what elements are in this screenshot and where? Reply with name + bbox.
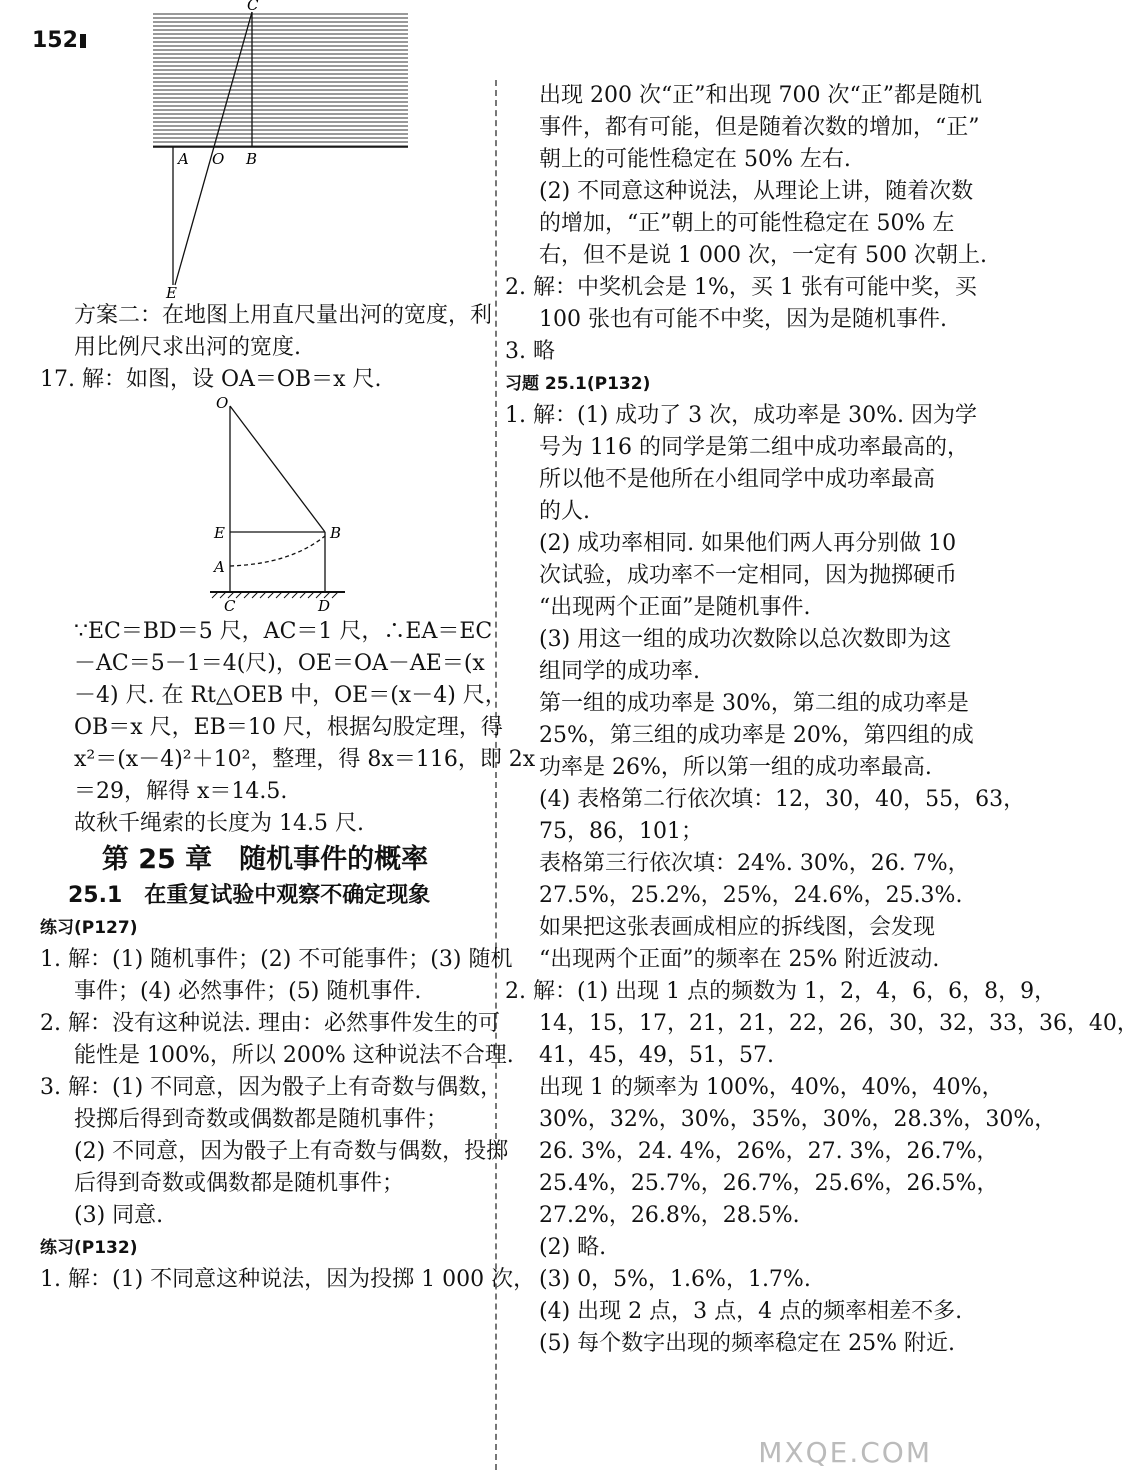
text-line: 故秋千绳索的长度为 14.5 尺. <box>74 811 364 836</box>
text-line: (2) 不同意这种说法，从理论上讲，随着次数 <box>539 179 974 204</box>
text-line: 75，86，101； <box>539 819 703 844</box>
text-line: 14，15，17，21，21，22，26，30，32，33，36，40， <box>539 1011 1139 1036</box>
text-line: (5) 每个数字出现的频率稳定在 25% 附近. <box>539 1331 956 1356</box>
text-line: (4) 出现 2 点，3 点，4 点的频率相差不多. <box>539 1299 963 1324</box>
label-b: B <box>246 150 258 168</box>
text-line: 2. 解：(1) 出现 1 点的频数为 1，2，4，6，6，8，9， <box>505 979 1057 1004</box>
text-line: 事件，都有可能，但是随着次数的增加，“正” <box>539 115 980 140</box>
text-line: 27.2%，26.8%，28.5%. <box>539 1203 800 1228</box>
text-line: 如果把这张表画成相应的拆线图，会发现 <box>539 915 936 940</box>
text-line: 出现 1 的频率为 100%，40%，40%，40%， <box>539 1075 1004 1100</box>
text-line: (2) 略. <box>539 1235 607 1260</box>
text-line: (3) 同意. <box>74 1203 164 1228</box>
label-d: D <box>318 597 331 615</box>
text-line: －4) 尺. 在 Rt△OEB 中，OE＝(x－4) 尺， <box>74 683 507 708</box>
text-line: x²＝(x－4)²＋10²，整理，得 8x＝116，即 2x <box>74 747 536 772</box>
text-line: (2) 成功率相同. 如果他们两人再分别做 10 <box>539 531 957 556</box>
text-line: 事件；(4) 必然事件；(5) 随机事件. <box>74 979 422 1004</box>
exercise-title: 练习(P132) <box>40 1238 138 1258</box>
text-line: 朝上的可能性稳定在 50% 左右. <box>539 147 851 172</box>
text-line: 功率是 26%，所以第一组的成功率最高. <box>539 755 932 780</box>
text-line: (3) 用这一组的成功次数除以总次数即为这 <box>539 627 952 652</box>
text-line: 第一组的成功率是 30%，第二组的成功率是 <box>539 691 969 716</box>
swing-figure <box>40 396 490 616</box>
text-line: 右，但不是说 1 000 次，一定有 500 次朝上. <box>539 243 987 268</box>
text-line: 26. 3%，24. 4%，26%，27. 3%，26.7%， <box>539 1139 999 1164</box>
text-line: 27.5%，25.2%，25%，24.6%，25.3%. <box>539 883 963 908</box>
text-line: 能性是 100%，所以 200% 这种说法不合理. <box>74 1043 514 1068</box>
label-o: O <box>216 394 229 412</box>
exercise-title: 练习(P127) <box>40 918 138 938</box>
label-c: C <box>247 0 259 14</box>
label-a: A <box>214 558 225 576</box>
text-line: 用比例尺求出河的宽度. <box>74 335 301 360</box>
text-line: OB＝x 尺，EB＝10 尺，根据勾股定理，得 <box>74 715 503 740</box>
text-line: 的增加，“正”朝上的可能性稳定在 50% 左 <box>539 211 955 236</box>
label-c: C <box>224 597 236 615</box>
text-line: 25%，第三组的成功率是 20%，第四组的成 <box>539 723 974 748</box>
text-line: 3. 解：(1) 不同意，因为骰子上有奇数与偶数， <box>40 1075 503 1100</box>
page-number: 152 <box>32 28 86 53</box>
homework-title: 习题 25.1(P132) <box>505 374 651 394</box>
text-line: 后得到奇数或偶数都是随机事件； <box>74 1171 405 1196</box>
text-line: ＝29，解得 x＝14.5. <box>74 779 288 804</box>
text-line: 41，45，49，51，57. <box>539 1043 774 1068</box>
watermark: MXQE.COM <box>758 1436 932 1469</box>
text-line: 25.4%，25.7%，26.7%，25.6%，26.5%， <box>539 1171 999 1196</box>
text-line: 2. 解：中奖机会是 1%，买 1 张有可能中奖，买 <box>505 275 977 300</box>
text-line: 2. 解：没有这种说法. 理由：必然事件发生的可 <box>40 1011 500 1036</box>
text-line: “出现两个正面”是随机事件. <box>539 595 811 620</box>
text-line: 1. 解：(1) 随机事件；(2) 不可能事件；(3) 随机 <box>40 947 513 972</box>
text-line: 30%，32%，30%，35%，30%，28.3%，30%， <box>539 1107 1057 1132</box>
question-17: 17. 解：如图，设 OA＝OB＝x 尺. <box>40 367 382 392</box>
label-e: E <box>166 284 177 302</box>
text-line: 1. 解：(1) 不同意这种说法，因为投掷 1 000 次， <box>40 1267 536 1292</box>
text-line: 出现 200 次“正”和出现 700 次“正”都是随机 <box>539 83 982 108</box>
text-line: 号为 116 的同学是第二组中成功率最高的， <box>539 435 969 460</box>
text-line: 3. 略 <box>505 339 555 364</box>
text-line: 100 张也有可能不中奖，因为是随机事件. <box>539 307 947 332</box>
text-line: 组同学的成功率. <box>539 659 700 684</box>
text-line: 次试验，成功率不一定相同，因为抛掷硬币 <box>539 563 958 588</box>
label-o: O <box>212 150 225 168</box>
text-line: 方案二：在地图上用直尺量出河的宽度，利 <box>74 303 493 328</box>
right-column <box>505 80 1139 1360</box>
text-line: 1. 解：(1) 成功了 3 次，成功率是 30%. 因为学 <box>505 403 978 428</box>
river-figure <box>40 0 490 300</box>
text-line: (2) 不同意，因为骰子上有奇数与偶数，投掷 <box>74 1139 509 1164</box>
text-line: ∵EC＝BD＝5 尺，AC＝1 尺，∴EA＝EC <box>74 619 493 644</box>
text-line: 的人. <box>539 499 590 524</box>
text-line: －AC＝5－1＝4(尺)，OE＝OA－AE＝(x <box>74 651 485 676</box>
text-line: (4) 表格第二行依次填：12，30，40，55，63， <box>539 787 1026 812</box>
text-line: “出现两个正面”的频率在 25% 附近波动. <box>539 947 940 972</box>
section-title: 25.1 在重复试验中观察不确定现象 <box>68 883 431 908</box>
chapter-title: 第 25 章 随机事件的概率 <box>101 844 429 875</box>
text-line: 所以他不是他所在小组同学中成功率最高 <box>539 467 936 492</box>
text-line: 表格第三行依次填：24%. 30%，26. 7%， <box>539 851 970 876</box>
river-hatching <box>153 12 408 147</box>
label-b: B <box>330 524 342 542</box>
text-line: 投掷后得到奇数或偶数都是随机事件； <box>74 1107 449 1132</box>
label-a: A <box>178 150 189 168</box>
text-line: (3) 0，5%，1.6%，1.7%. <box>539 1267 811 1292</box>
label-e: E <box>214 524 225 542</box>
